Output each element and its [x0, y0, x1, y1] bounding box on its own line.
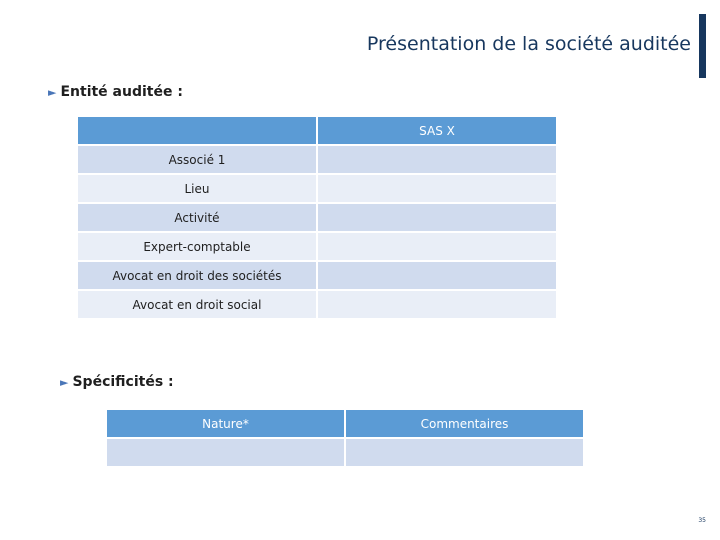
page-title: Présentation de la société auditée [366, 33, 691, 55]
table-row [78, 146, 556, 173]
table-row [78, 204, 556, 231]
table-row [78, 175, 556, 202]
table-row [107, 439, 583, 466]
header-cell-nature: Nature* [107, 410, 344, 437]
row-value [318, 204, 556, 231]
section-specificites-label: Spécificités : [72, 374, 174, 390]
section-entite [48, 84, 183, 100]
row-value [318, 262, 556, 289]
triangle-right-icon: ► [60, 375, 69, 389]
row-value [318, 175, 556, 202]
row-label: Associé 1 [168, 152, 226, 167]
table-header-row [78, 117, 556, 144]
row-value [318, 146, 556, 173]
nature-cell [107, 439, 344, 466]
row-label: Avocat en droit social [132, 297, 262, 312]
title-accent-bar [699, 14, 706, 78]
triangle-right-icon: ► [48, 85, 57, 99]
header-cell [78, 117, 316, 144]
header-cell-commentaires: Commentaires [346, 410, 583, 437]
specificities-table [105, 408, 585, 468]
row-label: Avocat en droit des sociétés [112, 268, 282, 283]
row-value [318, 233, 556, 260]
row-value [318, 291, 556, 318]
section-specificites [60, 374, 174, 390]
table-row [78, 262, 556, 289]
entity-table [76, 115, 558, 320]
table-row [78, 233, 556, 260]
section-entite-label: Entité auditée : [60, 84, 183, 100]
page-number: 35 [698, 517, 706, 524]
table-header-row [107, 410, 583, 437]
row-label: Activité [174, 210, 220, 225]
row-label: Expert-comptable [143, 239, 251, 254]
header-cell: SAS X [318, 117, 556, 144]
row-label: Lieu [184, 181, 210, 196]
table-row [78, 291, 556, 318]
comment-cell [346, 439, 583, 466]
